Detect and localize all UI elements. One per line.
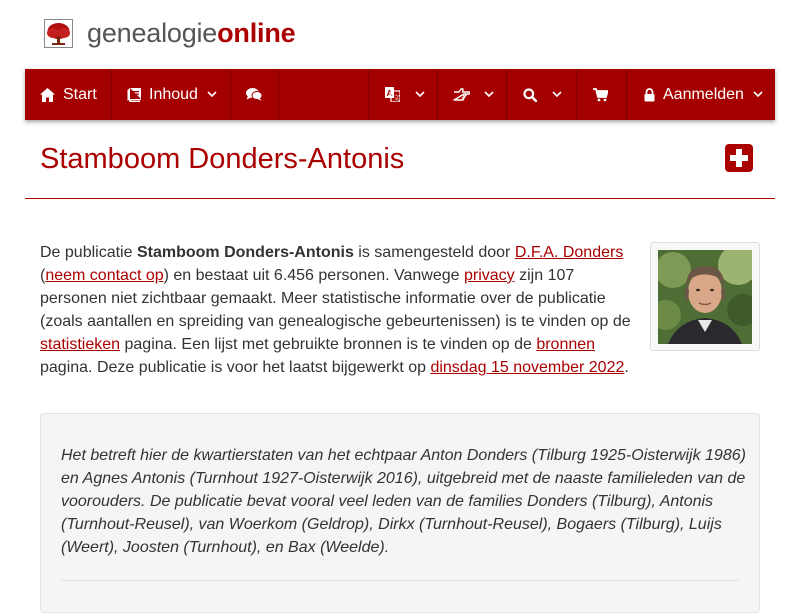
plus-icon [725, 144, 753, 172]
statistics-link[interactable]: statistieken [40, 336, 121, 353]
intro-text: pagina. Een lijst met gebruikte bronnen is te vinden op de [120, 336, 537, 353]
divider [61, 580, 739, 581]
hand-point-icon [453, 88, 470, 101]
nav-language[interactable] [368, 69, 438, 120]
home-icon [40, 88, 55, 102]
comments-icon [246, 88, 262, 101]
svg-text:A: A [386, 88, 393, 98]
author-link[interactable]: D.F.A. Donders [514, 244, 624, 261]
brand-name-part1: genealogie [87, 18, 218, 48]
chevron-down-icon [415, 91, 425, 98]
chevron-down-icon [207, 91, 217, 98]
intro-text: pagina. Deze publicatie is voor het laatst bijgewerkt op [40, 359, 431, 376]
site-logo[interactable] [44, 18, 295, 49]
nav-inhoud-label: Inhoud [149, 85, 198, 103]
nav-login[interactable] [627, 69, 775, 120]
intro-text: De publicatie [40, 244, 137, 261]
nav-share[interactable] [438, 69, 507, 120]
nav-inhoud[interactable] [112, 69, 231, 120]
chevron-down-icon [484, 91, 494, 98]
chevron-down-icon [753, 91, 763, 98]
intro-text: zijn 107 personen niet zichtbaar gemaakt. Meer statistische informatie over de publicatie (zoals aantallen en spreiding van genealogische gebeurtenissen) is te vinden op de [40, 267, 631, 330]
page-title: Stamboom Donders-Antonis [40, 143, 405, 175]
nav-forum[interactable] [231, 69, 279, 120]
nav-start[interactable] [25, 69, 112, 120]
chevron-down-icon [552, 91, 562, 98]
main-navbar [25, 69, 775, 120]
intro-text: ( [40, 267, 46, 284]
add-button[interactable] [725, 144, 753, 172]
nav-start-label: Start [63, 85, 97, 103]
contact-link[interactable]: neem contact op [45, 267, 164, 284]
publication-name: Stamboom Donders-Antonis [136, 244, 354, 261]
author-photo[interactable] [650, 242, 760, 351]
tree-logo-icon [44, 19, 73, 48]
sources-link[interactable]: bronnen [536, 336, 596, 353]
privacy-link[interactable]: privacy [463, 267, 515, 284]
svg-text:文: 文 [393, 95, 400, 102]
site-logo-text [87, 18, 295, 49]
publication-description: Het betreft hier de kwartierstaten van het echtpaar Anton Donders (Tilburg 1925-Oisterwijk 1986) en Agnes Antonis (Turnhout 1927-Oisterwijk 2016), uitgebreid met de naaste familieleden van de voorouders. De publicatie bevat vooral veel leden van de families Donders (Tilburg), Antonis (Turnhout-Reusel), van Woerkom (Geldrop), Dirkx (Turnhout-Reusel), Bogaers (Tilburg), Luijs (Weert), Joosten (Turnhout), en Bax (Weelde). [61, 447, 746, 556]
book-icon [127, 88, 141, 102]
cart-icon [593, 88, 608, 102]
title-row [25, 140, 775, 199]
lock-icon [644, 88, 655, 102]
intro-text: is samengesteld door [353, 244, 515, 261]
description-panel [40, 413, 760, 613]
author-portrait-image [658, 250, 752, 344]
translate-icon [385, 87, 400, 102]
intro-paragraph [40, 241, 640, 379]
brand-name-part2: online [217, 18, 296, 48]
nav-search[interactable] [507, 69, 577, 120]
last-updated-link[interactable]: dinsdag 15 november 2022 [430, 359, 625, 376]
intro-text: . [624, 359, 629, 376]
nav-login-label: Aanmelden [663, 85, 744, 103]
intro-text: ) en bestaat uit 6.456 personen. Vanwege [163, 267, 464, 284]
search-icon [523, 88, 537, 102]
nav-shop[interactable] [577, 69, 627, 120]
